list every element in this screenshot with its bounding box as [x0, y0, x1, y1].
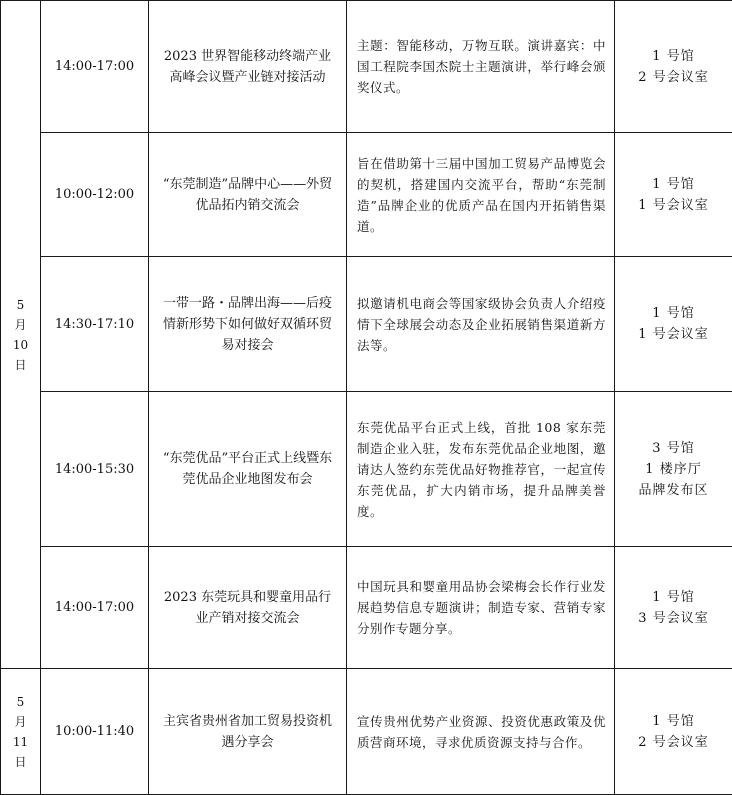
event-description: 中国玩具和婴童用品协会梁梅会长作行业发展趋势信息专题演讲；制造专家、营销专家分别作专题分享。	[347, 547, 615, 669]
time-cell: 14:00-15:30	[41, 392, 149, 547]
time-cell: 14:00-17:00	[41, 1, 149, 133]
venue-line: 1 号会议室	[615, 324, 732, 345]
event-title: 主宾省贵州省加工贸易投资机遇分享会	[149, 669, 347, 795]
event-title: 2023 东莞玩具和婴童用品行业产销对接交流会	[149, 547, 347, 669]
date-month: 5	[13, 295, 28, 315]
venue-cell	[615, 669, 732, 795]
venue-line: 1 号馆	[615, 46, 732, 67]
date-month-unit: 月	[13, 315, 28, 335]
date-cell	[1, 669, 41, 795]
time-cell: 14:00-17:00	[41, 547, 149, 669]
table-row	[1, 547, 732, 669]
time-cell: 14:30-17:10	[41, 257, 149, 392]
venue-cell	[615, 257, 732, 392]
event-description: 宣传贵州优势产业资源、投资优惠政策及优质营商环境，寻求优质资源支持与合作。	[347, 669, 615, 795]
venue-line: 品牌发布区	[615, 480, 732, 501]
venue-line: 2 号会议室	[615, 67, 732, 88]
venue-cell	[615, 392, 732, 547]
venue-line: 3 号馆	[615, 438, 732, 459]
venue-line: 1 号馆	[615, 587, 732, 608]
event-title: 一带一路・品牌出海——后疫情新形势下如何做好双循环贸易对接会	[149, 257, 347, 392]
date-month: 5	[13, 692, 28, 712]
date-day: 10	[13, 335, 28, 355]
venue-line: 1 号馆	[615, 303, 732, 324]
venue-line: 1 楼序厅	[615, 459, 732, 480]
event-title: 2023 世界智能移动终端产业高峰会议暨产业链对接活动	[149, 1, 347, 133]
event-description: 拟邀请机电商会等国家级协会负责人介绍疫情下全球展会动态及企业拓展销售渠道新方法等。	[347, 257, 615, 392]
time-cell: 10:00-11:40	[41, 669, 149, 795]
event-title: “东莞优品”平台正式上线暨东莞优品企业地图发布会	[149, 392, 347, 547]
venue-line: 1 号馆	[615, 174, 732, 195]
date-cell	[1, 1, 41, 669]
table-row	[1, 392, 732, 547]
venue-cell	[615, 133, 732, 257]
event-title: “东莞制造”品牌中心——外贸优品拓内销交流会	[149, 133, 347, 257]
date-month-unit: 月	[13, 712, 28, 732]
venue-line: 2 号会议室	[615, 732, 732, 753]
venue-line: 3 号会议室	[615, 608, 732, 629]
venue-cell	[615, 1, 732, 133]
date-day-unit: 日	[13, 355, 28, 375]
table-row	[1, 669, 732, 795]
event-description: 东莞优品平台正式上线，首批 108 家东莞制造企业入驻，发布东莞优品企业地图，邀请达人签约东莞优品好物推荐官，一起宣传东莞优品，扩大内销市场，提升品牌美誉度。	[347, 392, 615, 547]
event-description: 主题：智能移动，万物互联。演讲嘉宾：中国工程院李国杰院士主题演讲，举行峰会颁奖仪式。	[347, 1, 615, 133]
date-day: 11	[13, 732, 28, 752]
venue-line: 1 号馆	[615, 711, 732, 732]
date-day-unit: 日	[13, 752, 28, 772]
table-row	[1, 133, 732, 257]
venue-line: 1 号会议室	[615, 195, 732, 216]
venue-cell	[615, 547, 732, 669]
table-row	[1, 257, 732, 392]
time-cell: 10:00-12:00	[41, 133, 149, 257]
event-description: 旨在借助第十三届中国加工贸易产品博览会的契机，搭建国内交流平台，帮助“东莞制造”品牌企业的优质产品在国内开拓销售渠道。	[347, 133, 615, 257]
table-row	[1, 1, 732, 133]
